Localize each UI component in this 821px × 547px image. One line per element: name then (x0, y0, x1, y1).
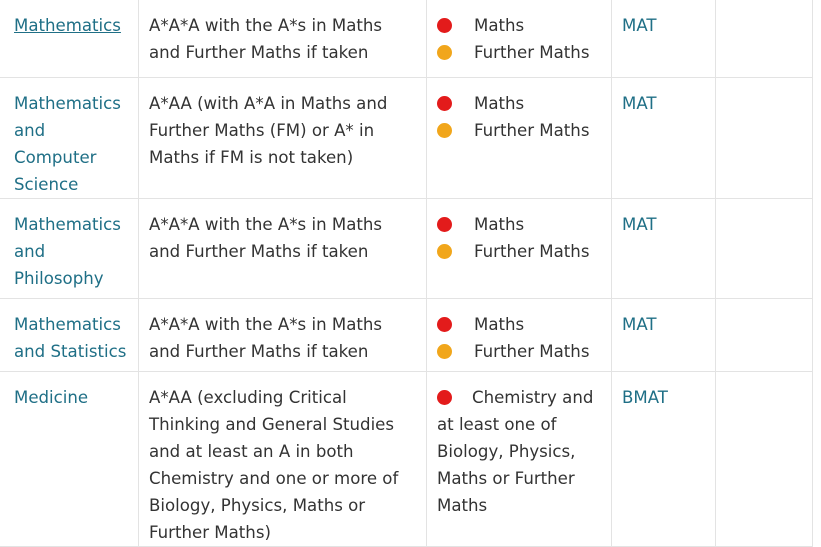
requirement-cell (139, 372, 427, 547)
required-dot-icon (437, 18, 452, 33)
table-row (0, 299, 813, 372)
subjects-cell (427, 372, 612, 547)
required-dot-icon (437, 217, 452, 232)
test-link-mat[interactable]: MAT (622, 315, 657, 334)
subjects-cell (427, 0, 612, 78)
subjects-cell (427, 199, 612, 299)
subject-label: Maths (474, 315, 525, 334)
subject-label: Maths (474, 16, 525, 35)
subject-item (437, 338, 603, 365)
required-dot-icon (437, 96, 452, 111)
requirement-cell (139, 299, 427, 372)
requirement-text: A*AA (excluding Critical Thinking and General Studies and at least an A in both Chemistry and one or more of Biology, Physics, Maths or Further Maths) (149, 388, 399, 542)
subject-item (437, 117, 603, 144)
subject-item (437, 388, 593, 515)
extra-cell (716, 299, 813, 372)
recommended-dot-icon (437, 344, 452, 359)
required-dot-icon (437, 317, 452, 332)
subject-item (437, 90, 603, 117)
test-cell (612, 372, 716, 547)
subject-label: Further Maths (474, 43, 590, 62)
subject-item (437, 39, 603, 66)
requirement-cell (139, 0, 427, 78)
subject-label: Maths (474, 215, 525, 234)
extra-cell (716, 372, 813, 547)
test-link-mat[interactable]: MAT (622, 94, 657, 113)
course-cell (0, 0, 139, 78)
subject-item (437, 211, 603, 238)
subject-label: Further Maths (474, 342, 590, 361)
test-link-bmat[interactable]: BMAT (622, 388, 668, 407)
test-cell (612, 199, 716, 299)
subject-label: Further Maths (474, 121, 590, 140)
subjects-cell (427, 299, 612, 372)
extra-cell (716, 199, 813, 299)
test-cell (612, 299, 716, 372)
subject-label: Further Maths (474, 242, 590, 261)
course-link-maths-computer-science[interactable]: Mathematics and Computer Science (14, 94, 121, 194)
table-row (0, 372, 813, 547)
requirement-cell (139, 199, 427, 299)
test-link-mat[interactable]: MAT (622, 215, 657, 234)
subject-label: Chemistry and at least one of Biology, Physics, Maths or Further Maths (437, 388, 594, 515)
test-cell (612, 78, 716, 199)
subjects-cell (427, 78, 612, 199)
course-cell (0, 299, 139, 372)
subject-item (437, 311, 603, 338)
requirement-text: A*A*A with the A*s in Maths and Further Maths if taken (149, 315, 383, 361)
course-link-mathematics[interactable]: Mathematics (14, 16, 121, 35)
course-link-medicine[interactable]: Medicine (14, 388, 89, 407)
extra-cell (716, 78, 813, 199)
extra-cell (716, 0, 813, 78)
requirement-text: A*AA (with A*A in Maths and Further Maths (FM) or A* in Maths if FM is not taken) (149, 94, 388, 167)
test-link-mat[interactable]: MAT (622, 16, 657, 35)
recommended-dot-icon (437, 244, 452, 259)
subject-item (437, 12, 603, 39)
recommended-dot-icon (437, 123, 452, 138)
table-row (0, 78, 813, 199)
requirement-text: A*A*A with the A*s in Maths and Further Maths if taken (149, 16, 383, 62)
course-link-maths-statistics[interactable]: Mathematics and Statistics (14, 315, 127, 361)
table-row (0, 199, 813, 299)
subject-label: Maths (474, 94, 525, 113)
course-cell (0, 372, 139, 547)
course-cell (0, 78, 139, 199)
test-cell (612, 0, 716, 78)
subject-item (437, 238, 603, 265)
required-dot-icon (437, 390, 452, 405)
requirement-text: A*A*A with the A*s in Maths and Further Maths if taken (149, 215, 383, 261)
course-cell (0, 199, 139, 299)
requirement-cell (139, 78, 427, 199)
table-row (0, 0, 813, 78)
course-link-maths-philosophy[interactable]: Mathematics and Philosophy (14, 215, 121, 288)
recommended-dot-icon (437, 45, 452, 60)
